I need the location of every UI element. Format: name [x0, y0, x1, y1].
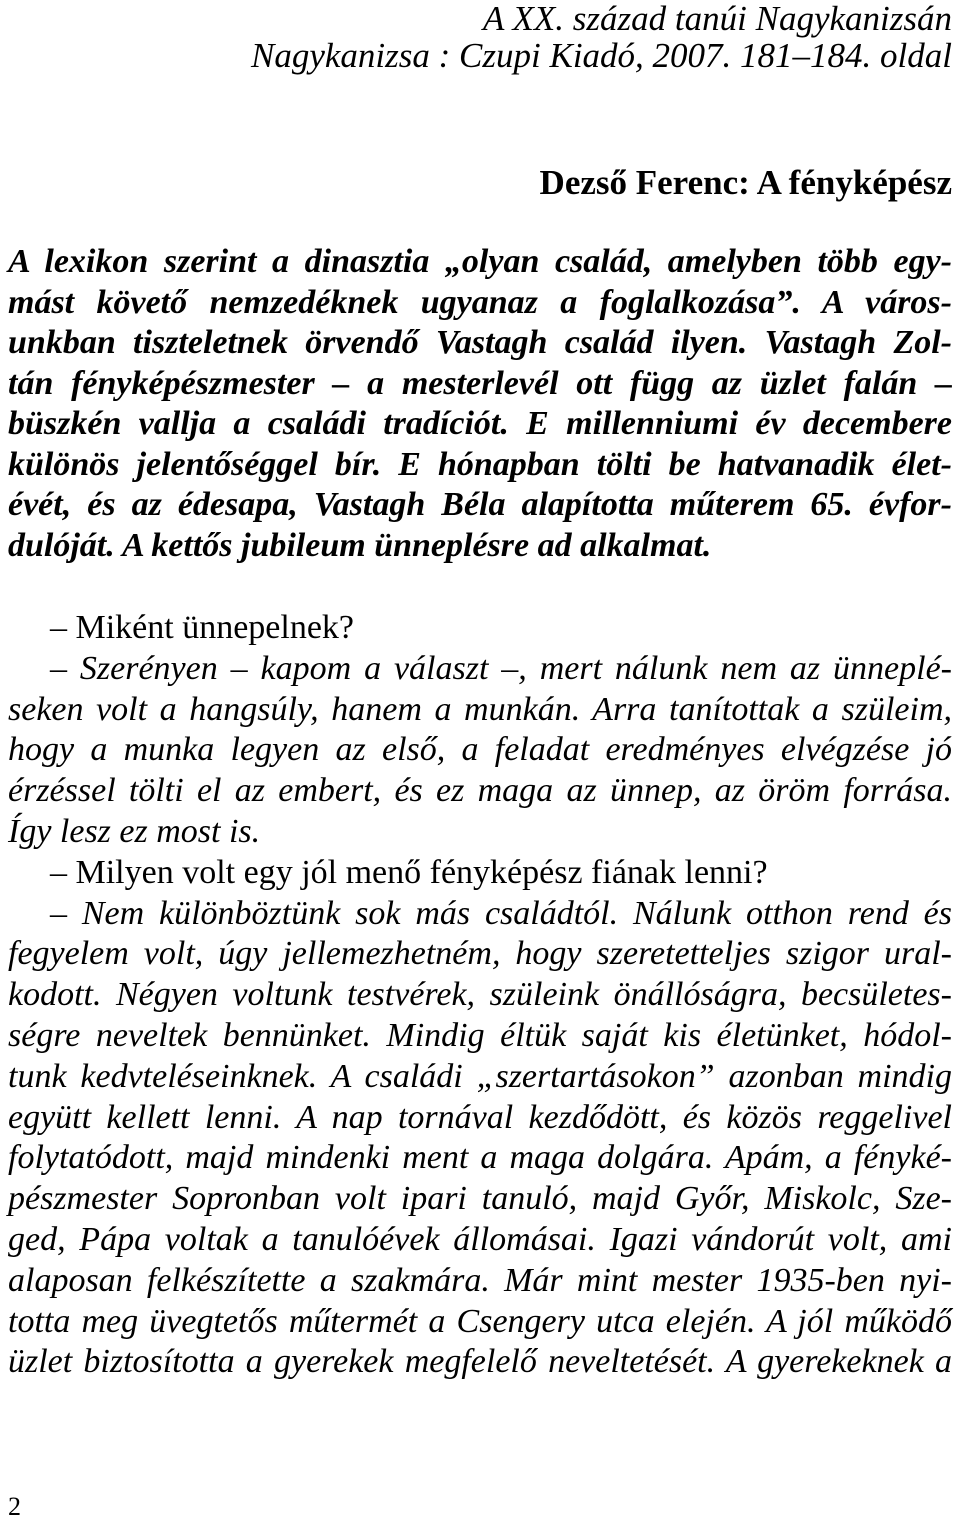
answer-line: seken volt a hangsúly, hanem a munkán. Arra tanítottak a szüleim,	[8, 690, 952, 728]
answer-line: totta meg üvegtetős műtermét a Csengery utca elején. A jól működő	[8, 1302, 952, 1340]
intro-paragraph	[8, 242, 952, 566]
intro-line: mást követő nemzedéknek ugyanaz a foglalkozása”. A város-	[8, 283, 952, 321]
source-citation	[52, 0, 952, 74]
intro-line: unkban tiszteletnek örvendő Vastagh család ilyen. Vastagh Zol-	[8, 324, 952, 361]
page-number: 2	[8, 1492, 21, 1521]
intro-line: tán fényképészmester – a mesterlevél ott függ az üzlet falán –	[8, 364, 952, 402]
answer-line: – Nem különböztünk sok más családtól. Nálunk otthon rend és	[50, 894, 952, 932]
publication-info: Nagykanizsa : Czupi Kiadó, 2007. 181–184. oldal	[251, 36, 952, 75]
answer-line: üzlet biztosította a gyerekek megfelelő neveltetését. A gyerekeknek a	[8, 1343, 952, 1381]
intro-line: büszkén vallja a családi tradíciót. E millenniumi év decembere	[8, 405, 952, 442]
answer-line: alaposan felkészítette a szakmára. Már mint mester 1935-ben nyi-	[8, 1261, 952, 1299]
answer-line: pészmester Sopronban volt ipari tanuló, majd Győr, Miskolc, Sze-	[8, 1180, 952, 1218]
question-line: – Milyen volt egy jól menő fényképész fiának lenni?	[50, 853, 768, 891]
answer-line: – Szerényen – kapom a választ –, mert nálunk nem az ünneplé-	[50, 649, 952, 687]
question-line: – Miként ünnepelnek?	[50, 609, 355, 646]
interview-body	[8, 608, 952, 1383]
book-title: A XX. század tanúi Nagykanizsán	[483, 0, 952, 38]
answer-line: ségre neveltek bennünket. Mindig éltük saját kis életünket, hódol-	[8, 1016, 952, 1054]
answer-line: Így lesz ez most is.	[8, 812, 261, 850]
answer-line: ged, Pápa voltak a tanulóévek állomásai. Igazi vándorút volt, ami	[8, 1220, 952, 1258]
intro-line: dulóját. A kettős jubileum ünneplésre ad alkalmat.	[8, 526, 712, 564]
answer-line: hogy a munka legyen az első, a feladat eredményes elvégzése jó	[8, 731, 952, 769]
intro-line: A lexikon szerint a dinasztia „olyan család, amelyben több egy-	[8, 243, 952, 280]
answer-line: együtt kellett lenni. A nap tornával kezdődött, és közös reggelivel	[8, 1098, 952, 1136]
intro-line: különös jelentőséggel bír. E hónapban tölti be hatvanadik élet-	[8, 445, 952, 483]
article-title: Dezső Ferenc: A fényképész	[539, 163, 952, 202]
intro-line: évét, és az édesapa, Vastagh Béla alapította műterem 65. évfor-	[8, 486, 952, 523]
answer-line: folytatódott, majd mindenki ment a maga dolgára. Apám, a fényké-	[8, 1139, 952, 1177]
answer-line: érzéssel tölti el az embert, és ez maga az ünnep, az öröm forrása.	[8, 772, 952, 810]
answer-line: tunk kedvteléseinknek. A családi „szertartásokon” azonban mindig	[8, 1057, 952, 1095]
answer-line: fegyelem volt, úgy jellemezhetném, hogy szeretetteljes szigor ural-	[8, 935, 952, 973]
answer-line: kodott. Négyen voltunk testvérek, szüleink önállóságra, becsületes-	[8, 976, 952, 1014]
